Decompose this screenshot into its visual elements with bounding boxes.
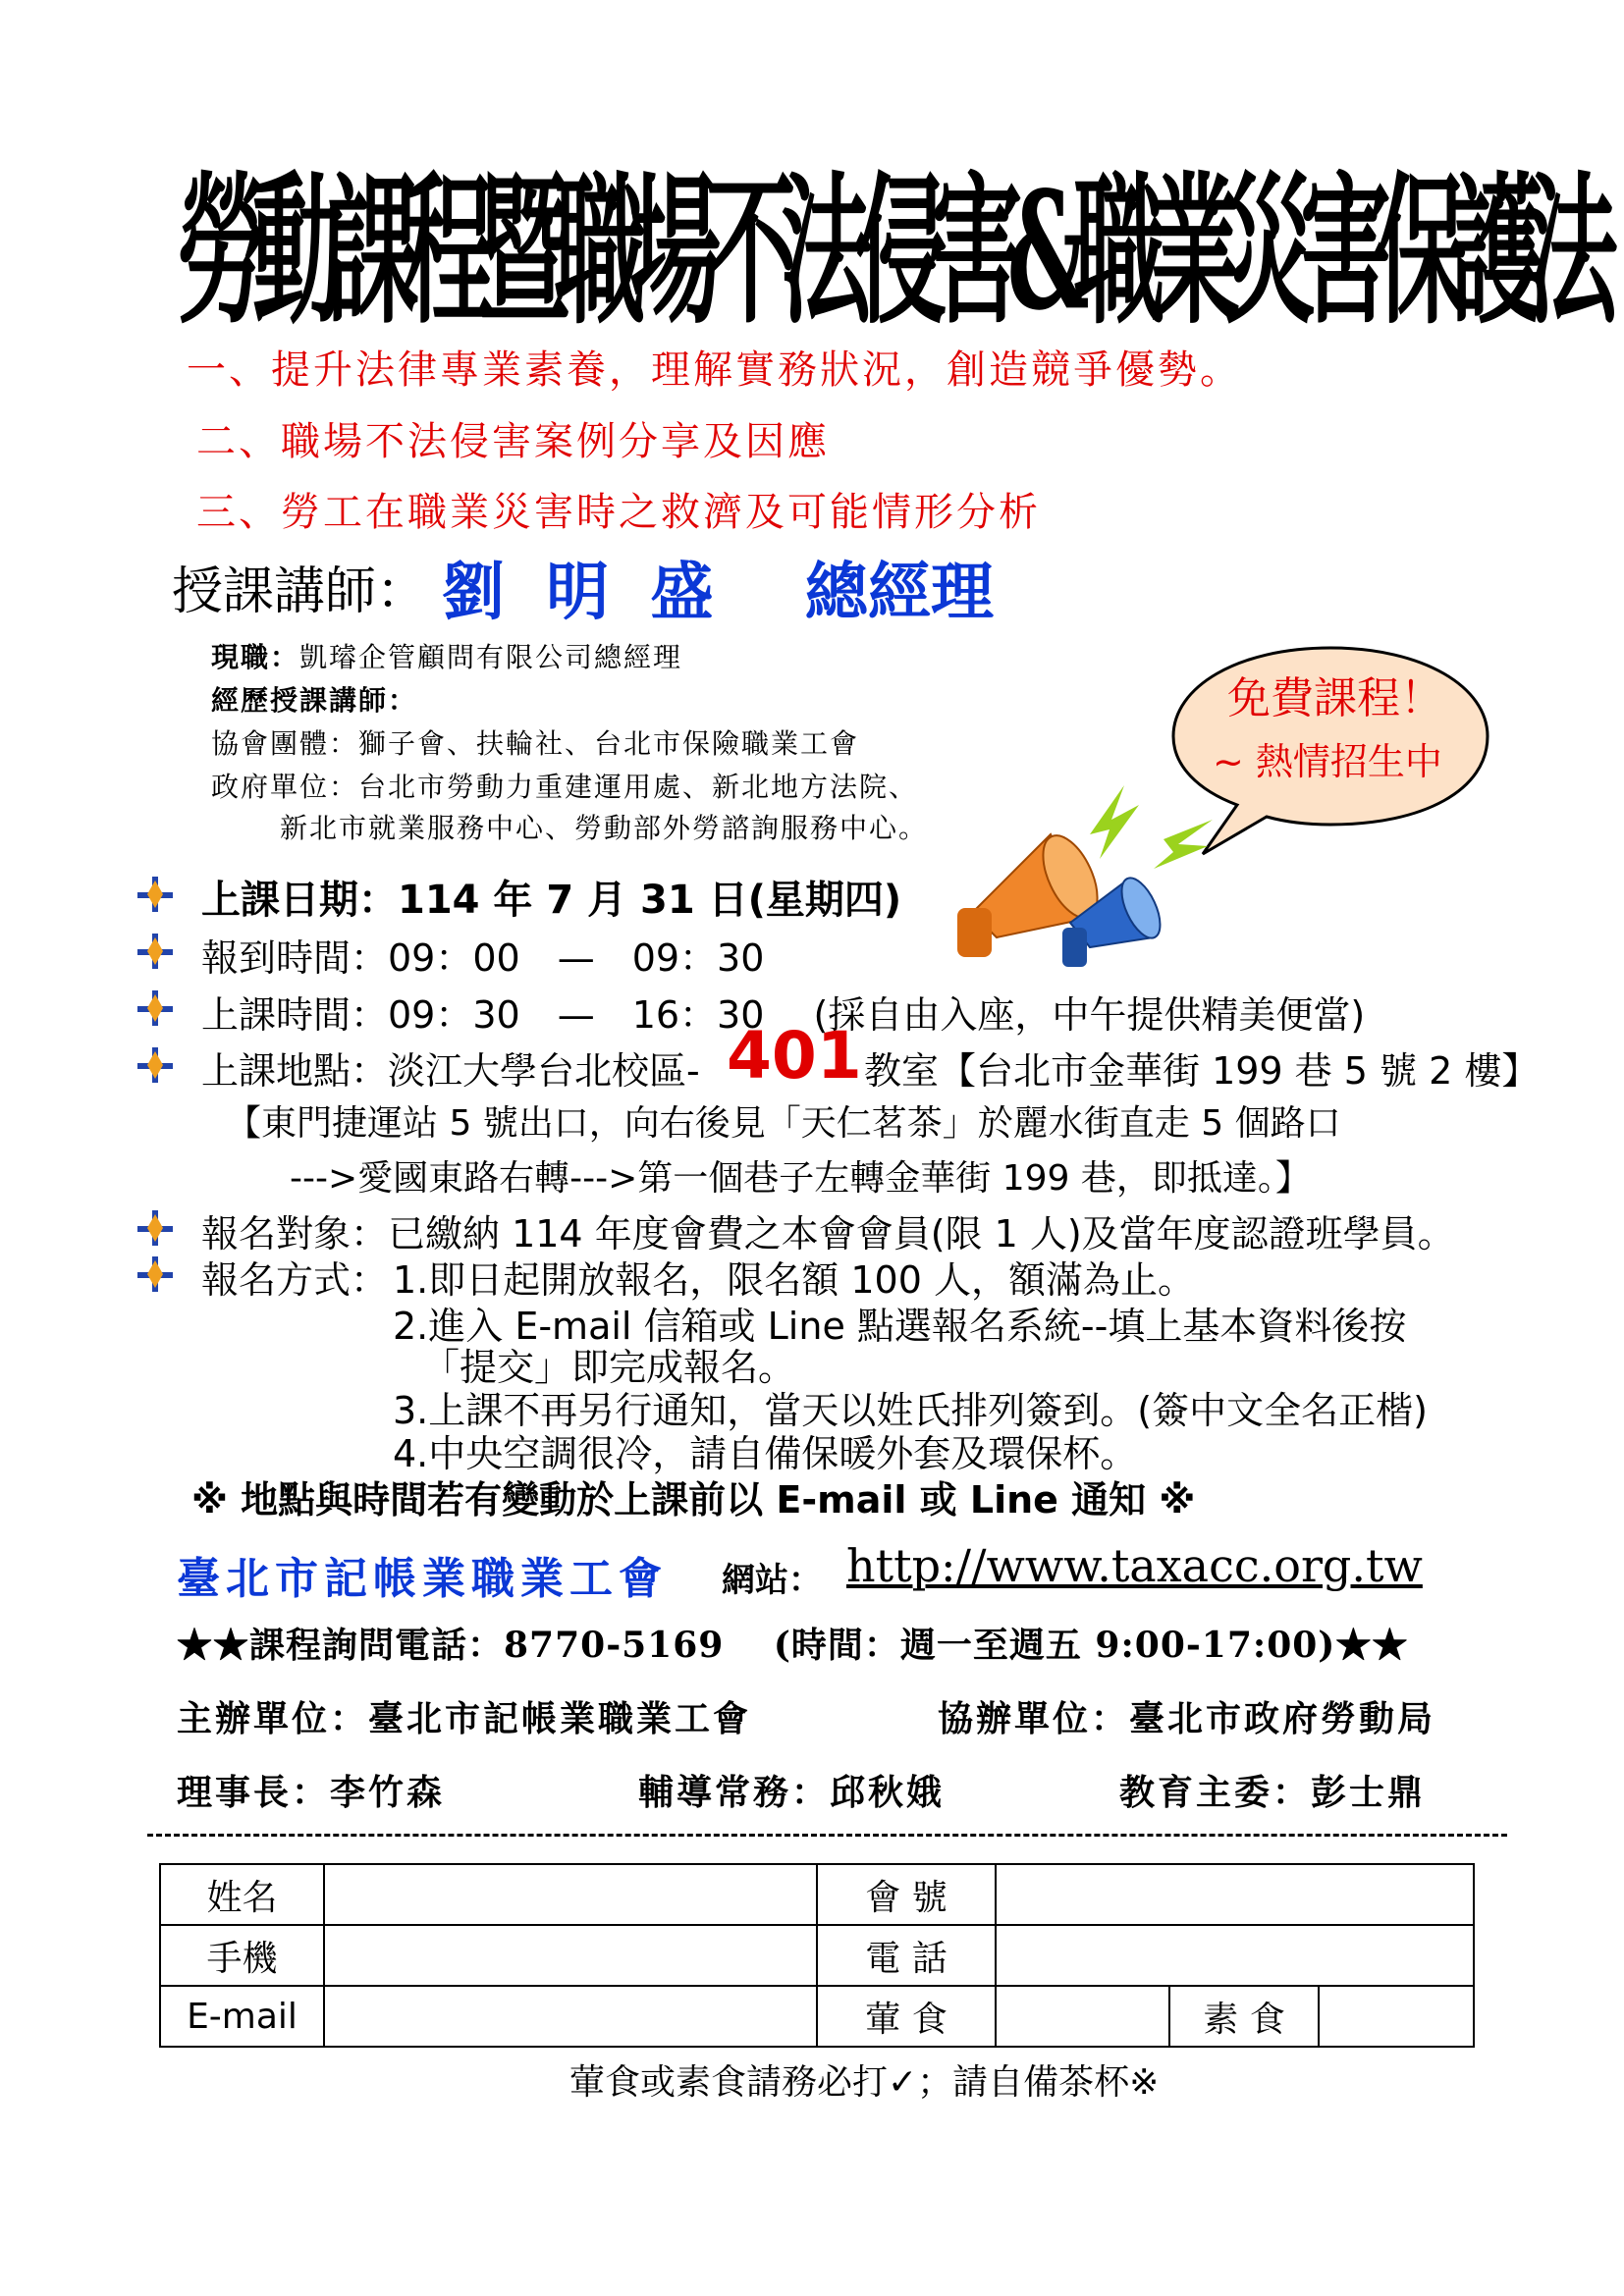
bullet-icon xyxy=(137,990,173,1026)
eligibility: 報名對象：已繳納 114 年度會費之本會會員(限 1 人)及當年度認證班學員。 xyxy=(201,1212,1455,1255)
standing-director: 輔導常務：邱秋娥 xyxy=(638,1772,946,1813)
goal-2: 二、職場不法侵害案例分享及因應 xyxy=(196,419,830,464)
name-label: 姓名 xyxy=(160,1864,324,1925)
form-note: 葷食或素食請務必打✓；請自備茶杯※ xyxy=(569,2062,1160,2103)
union-name: 臺北市記帳業職業工會 xyxy=(177,1554,668,1604)
education-director: 教育主委：彭士鼎 xyxy=(1119,1772,1427,1813)
bullet-icon xyxy=(137,1047,173,1083)
profile-associations: 協會團體：獅子會、扶輪社、台北市保險職業工會 xyxy=(211,727,860,760)
member-no-field[interactable] xyxy=(996,1864,1474,1925)
location-suffix: 教室【台北市金華街 199 巷 5 號 2 樓】 xyxy=(864,1049,1540,1093)
email-label: E-mail xyxy=(160,1986,324,2047)
meat-label: 葷 食 xyxy=(817,1986,996,2047)
goal-1: 一、提升法律專業素養，理解實務狀況，創造競爭優勢。 xyxy=(187,347,1242,393)
chairman: 理事長：李竹森 xyxy=(177,1772,446,1813)
veg-label: 素 食 xyxy=(1169,1986,1319,2047)
lecturer-label: 授課講師： xyxy=(172,562,428,621)
room-number: 401 xyxy=(727,1018,862,1094)
checkin-time: 報到時間：09：00 — 09：30 xyxy=(201,936,765,980)
poster-title: 勞動課程暨職場不法侵害&職業災害保護法 xyxy=(177,156,1602,347)
phone-label: 電 話 xyxy=(817,1925,996,1986)
profile-experience-label: 經歷授課講師： xyxy=(211,684,418,717)
email-field[interactable] xyxy=(324,1986,817,2047)
profile-government-2: 新北市就業服務中心、勞動部外勞諮詢服務中心。 xyxy=(280,812,929,844)
lecturer-title: 總經理 xyxy=(805,557,994,629)
meat-checkbox[interactable] xyxy=(996,1986,1169,2047)
method-1: 1.即日起開放報名，限名額 100 人，額滿為止。 xyxy=(393,1258,1195,1302)
location-prefix: 上課地點：淡江大學台北校區- xyxy=(201,1049,700,1093)
website-link[interactable]: http://www.taxacc.org.tw xyxy=(846,1539,1423,1592)
profile-current xyxy=(211,636,682,675)
method-2a: 2.進入 E-mail 信箱或 Line 點選報名系統--填上基本資料後按 xyxy=(393,1305,1407,1348)
bubble-enrolling: ~ 熱情招生中 xyxy=(1213,740,1442,783)
phone-field[interactable] xyxy=(996,1925,1474,1986)
bullet-icon xyxy=(137,934,173,969)
method-2b: 「提交」即完成報名。 xyxy=(422,1346,796,1389)
bullet-icon xyxy=(137,877,173,912)
cut-line xyxy=(147,1834,1507,1837)
profile-current-value: 凱璿企管顧問有限公司總經理 xyxy=(299,641,683,673)
website-label: 網站： xyxy=(722,1561,822,1600)
bullet-icon xyxy=(137,1210,173,1246)
registration-form xyxy=(159,1863,1475,2048)
organizer: 主辦單位：臺北市記帳業職業工會 xyxy=(177,1698,752,1739)
directions-1: 【東門捷運站 5 號出口，向右後見「天仁茗茶」於麗水街直走 5 個路口 xyxy=(226,1103,1341,1144)
bullet-icon xyxy=(137,1256,173,1292)
profile-current-label: 現職： xyxy=(211,641,300,673)
inquiry-phone: ★★課程詢問電話：8770-5169 (時間：週一至週五 9:00-17:00)★★ xyxy=(177,1625,1409,1666)
change-notice: ※ 地點與時間若有變動於上課前以 E-mail 或 Line 通知 ※ xyxy=(191,1478,1196,1522)
course-date: 上課日期：114 年 7 月 31 日(星期四) xyxy=(201,878,902,923)
lecturer-name: 劉 明 盛 xyxy=(442,557,724,629)
mobile-label: 手機 xyxy=(160,1925,324,1986)
megaphone-icon xyxy=(943,775,1218,972)
veg-checkbox[interactable] xyxy=(1319,1986,1474,2047)
profile-government-1: 政府單位：台北市勞動力重建運用處、新北地方法院、 xyxy=(211,771,919,803)
bubble-free-course: 免費課程！ xyxy=(1227,673,1443,723)
goal-3: 三、勞工在職業災害時之救濟及可能情形分析 xyxy=(196,490,1041,535)
class-time: 上課時間：09：30 — 16：30 (採自由入座，中午提供精美便當) xyxy=(201,993,1366,1037)
member-no-label: 會 號 xyxy=(817,1864,996,1925)
mobile-field[interactable] xyxy=(324,1925,817,1986)
method-4: 4.中央空調很冷，請自備保暖外套及環保杯。 xyxy=(393,1432,1138,1475)
name-field[interactable] xyxy=(324,1864,817,1925)
method-label: 報名方式： xyxy=(201,1258,389,1302)
directions-2: --->愛國東路右轉--->第一個巷子左轉金華街 199 巷，即抵達。】 xyxy=(290,1158,1311,1199)
co-organizer: 協辦單位：臺北市政府勞動局 xyxy=(938,1698,1436,1739)
method-3: 3.上課不再另行通知，當天以姓氏排列簽到。(簽中文全名正楷) xyxy=(393,1389,1428,1432)
